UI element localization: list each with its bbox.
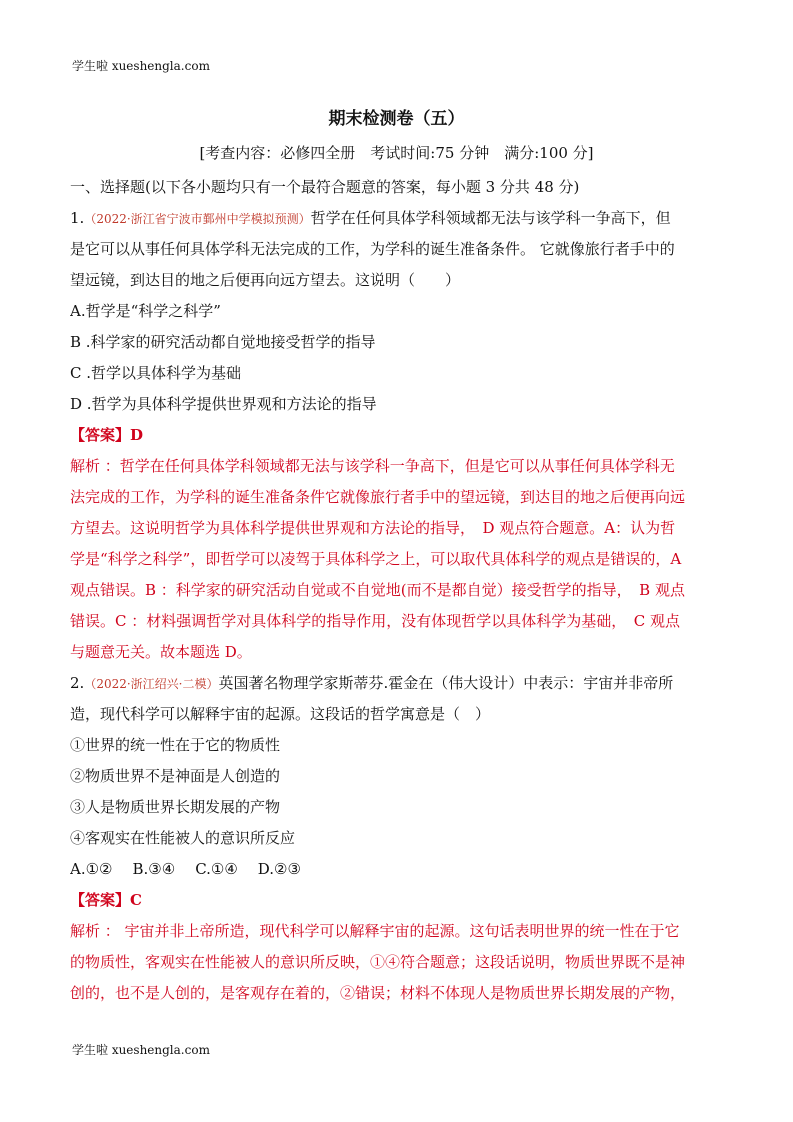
q1-explanation-line: 错误。C ：材料强调哲学对具体科学的指导作用，没有体现哲学以具体科学为基础， C 观点 (70, 612, 680, 630)
q2-statement: ④客观实在性能被人的意识所反应 (70, 829, 296, 847)
q1-stem-line: 望远镜，到达目的地之后便再向远方望去。这说明（ ） (70, 271, 461, 289)
page-header: 学生啦 xueshengla.com (72, 59, 210, 73)
q2-explanation-line: 解析 ： 宇宙并非上帝所造，现代科学可以解释宇宙的起源。这句话表明世界的统一性在于它 (70, 922, 680, 940)
q1-answer: 【答案】D (70, 426, 144, 444)
content (70, 172, 730, 1009)
q1-option-d: D .哲学为具体科学提供世界观和方法论的指导 (70, 395, 377, 413)
q1-explanation-line: 方望去。这说明哲学为具体科学提供世界观和方法论的指导， D 观点符合题意。A：认为哲 (70, 519, 676, 537)
exam-info: [考查内容：必修四全册 考试时间:75 分钟 满分:100 分] (199, 144, 594, 162)
q1-stem-line: 是它可以从事任何具体学科无法完成的工作，为学科的诞生准备条件。 它就像旅行者手中的 (70, 240, 675, 258)
q2-source: （2022·浙江绍兴·二模） (84, 677, 219, 691)
q2-number: 2. (70, 674, 85, 692)
q2-option-a: A.①② (70, 860, 113, 878)
q1-option-a: A.哲学是“科学之科学” (70, 302, 221, 320)
q2-statement: ②物质世界不是神面是人创造的 (70, 767, 281, 785)
q2-stem-text: 英国著名物理学家斯蒂芬.霍金在（伟大设计）中表示：宇宙并非帝所 (218, 674, 674, 692)
q2-options (70, 854, 730, 885)
q1-explanation-line: 学是“科学之科学”，即哲学可以凌驾于具体科学之上，可以取代具体科学的观点是错误的，A (70, 550, 682, 568)
q2-statement: ①世界的统一性在于它的物质性 (70, 736, 281, 754)
page-title: 期末检测卷（五） (328, 109, 465, 129)
q2-option-d: D.②③ (257, 860, 301, 878)
q2-stem-line: 造，现代科学可以解释宇宙的起源。这段话的哲学寓意是（ ） (70, 705, 491, 723)
q2-answer: 【答案】C (70, 891, 142, 909)
q2-option-c: C.①④ (195, 860, 238, 878)
q1-stem-text: 哲学在任何具体学科领域都无法与该学科一争高下，但 (310, 209, 671, 227)
page-footer: 学生啦 xueshengla.com (72, 1043, 210, 1057)
section-heading: 一、选择题(以下各小题均只有一个最符合题意的答案，每小题 3 分共 48 分) (70, 178, 580, 196)
q1-option-b: B .科学家的研究活动都自觉地接受哲学的指导 (70, 333, 376, 351)
q2-explanation-line: 的物质性，客观实在性能被人的意识所反映，①④符合题意；这段话说明，物质世界既不是神 (70, 953, 686, 971)
q2-statement: ③人是物质世界长期发展的产物 (70, 798, 281, 816)
q2-stem-line (70, 668, 730, 699)
q2-explanation-line: 创的，也不是人创的，是客观存在着的，②错误；材料不体现人是物质世界长期发展的产物， (70, 984, 686, 1002)
q1-number: 1. (70, 209, 85, 227)
q2-option-b: B.③④ (132, 860, 176, 878)
q1-explanation-line: 解析 ：哲学在任何具体学科领域都无法与该学科一争高下，但是它可以从事任何具体学科无 (70, 457, 675, 475)
q1-explanation-line: 法完成的工作，为学科的诞生准备条件它就像旅行者手中的望远镜，到达目的地之后便再向远 (70, 488, 686, 506)
q1-option-c: C .哲学以具体科学为基础 (70, 364, 242, 382)
q1-source: （2022·浙江省宁波市鄞州中学模拟预测） (84, 212, 311, 226)
q1-stem-line (70, 203, 730, 234)
q1-explanation-line: 与题意无关。故本题选 D。 (70, 643, 252, 661)
q1-explanation-line: 观点错误。B ：科学家的研究活动自觉或不自觉地(而不是都自觉）接受哲学的指导， B 观点 (70, 581, 685, 599)
